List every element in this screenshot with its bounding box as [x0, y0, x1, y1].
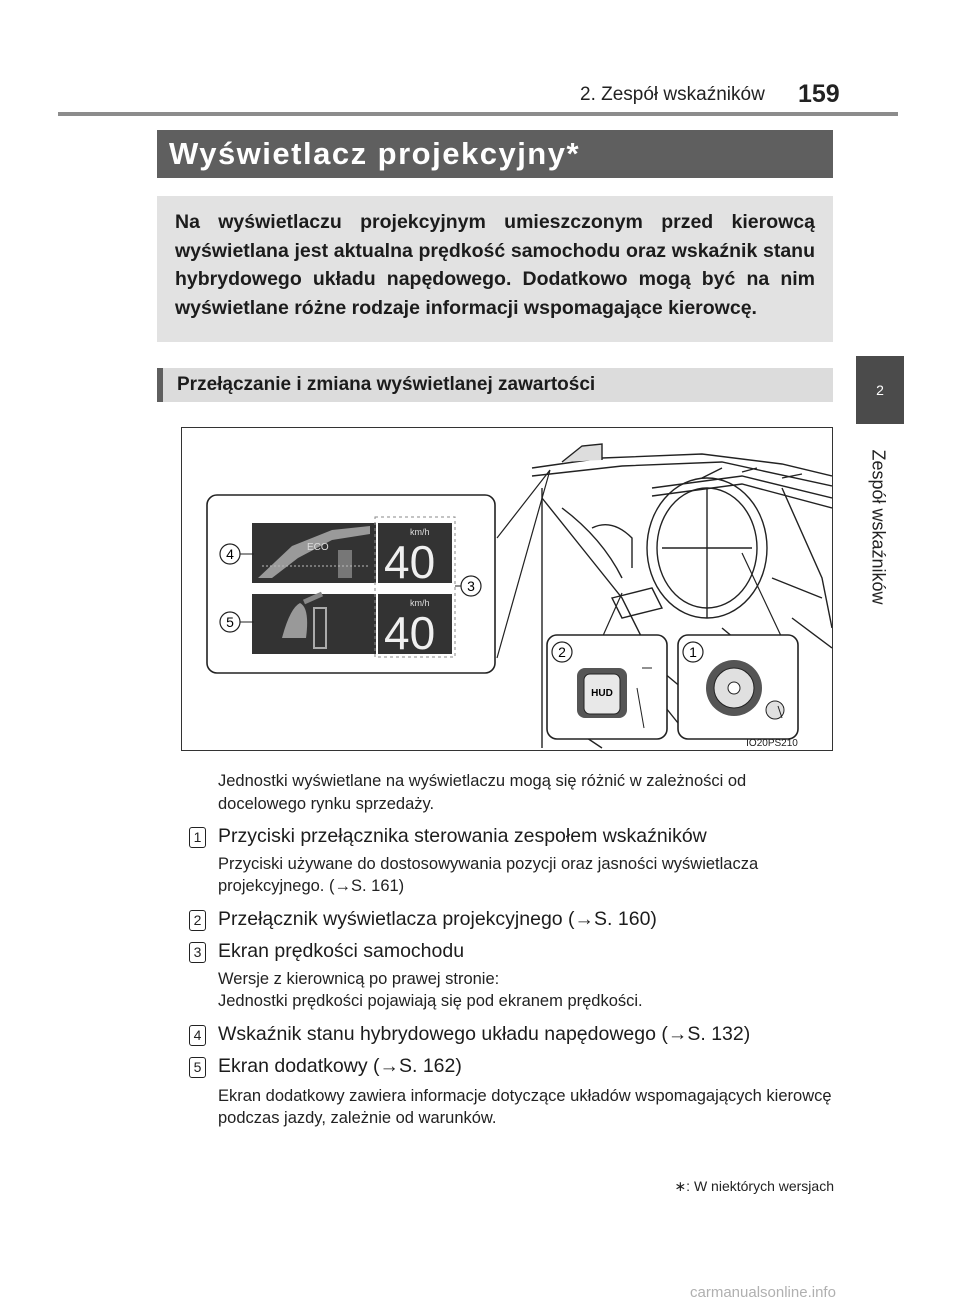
callout-3: 3 [467, 578, 475, 594]
item-number-1: 1 [189, 827, 206, 848]
item-number-5: 5 [189, 1057, 206, 1078]
hud-button-label: HUD [591, 688, 613, 699]
units-note: Jednostki wyświetlane na wyświetlaczu mogą się różnić w zależności od docelowego rynku sprzedaży. [218, 772, 747, 813]
chapter-tab: 2 [856, 356, 904, 424]
footnote: ∗: W niektórych wersjach [674, 1178, 834, 1194]
callout-4: 4 [226, 546, 234, 562]
watermark: carmanualsonline.info [690, 1284, 836, 1301]
item-title-5: Ekran dodatkowy (→S. 162) [218, 1055, 462, 1077]
running-header-section: 2. Zespół wskaźników [580, 84, 765, 105]
callout-5: 5 [226, 614, 234, 630]
speed-unit-top: km/h [410, 527, 430, 537]
item-number-4: 4 [189, 1025, 206, 1046]
item-desc-3b: Jednostki prędkości pojawiają się pod ekranem prędkości. [218, 992, 643, 1010]
page-number: 159 [798, 80, 840, 108]
item-desc-5: Ekran dodatkowy zawiera informacje dotyczące układów wspomagających kierowcę podczas jazdy, zależnie od warunków. [218, 1087, 832, 1127]
item-number-2: 2 [189, 910, 206, 931]
item-number-3: 3 [189, 942, 206, 963]
section-title-bar [157, 130, 833, 178]
subheading: Przełączanie i zmiana wyświetlanej zawartości [177, 374, 596, 395]
item-title-1: Przyciski przełącznika sterowania zespołem wskaźników [218, 825, 707, 847]
item-title-3: Ekran prędkości samochodu [218, 940, 465, 962]
chapter-tab-label-text: Zespół wskaźników [868, 449, 889, 605]
figure-code: IO20PS210 [746, 738, 798, 749]
callout-leaders [497, 470, 782, 658]
hud-illustration-svg [182, 428, 833, 751]
speed-value-top: 40 [384, 536, 436, 588]
hud-illustration [181, 427, 833, 751]
header-rule [58, 112, 898, 116]
item-title-2: Przełącznik wyświetlacza projekcyjnego (→S. 160) [218, 908, 657, 930]
chapter-tab-label [858, 432, 898, 622]
callout-1: 1 [689, 644, 697, 660]
eco-label: ECO [307, 542, 329, 553]
intro-box: Na wyświetlaczu projekcyjnym umieszczonym przed kierowcą wyświetlana jest aktualna prędkość samochodu oraz wskaźnik stanu hybrydowego układu napędowego. Dodatkowo mogą być na nim wyświetlane różne rodzaje informacji wspomagające kierowcę. [157, 196, 833, 342]
speed-value-bottom: 40 [384, 607, 436, 659]
section-title: Wyświetlacz projekcyjny* [169, 136, 581, 171]
item-title-4: Wskaźnik stanu hybrydowego układu napędowego (→S. 132) [218, 1023, 751, 1045]
speed-unit-bottom: km/h [410, 598, 430, 608]
subheading-bar [157, 368, 833, 402]
item-desc-3a: Wersje z kierownicą po prawej stronie: [218, 970, 500, 988]
hybrid-indicator-bar [338, 550, 352, 578]
callout-2: 2 [558, 644, 566, 660]
item-desc-1: Przyciski używane do dostosowywania pozycji oraz jasności wyświetlacza projekcyjnego. (→S. 161) [218, 855, 759, 895]
